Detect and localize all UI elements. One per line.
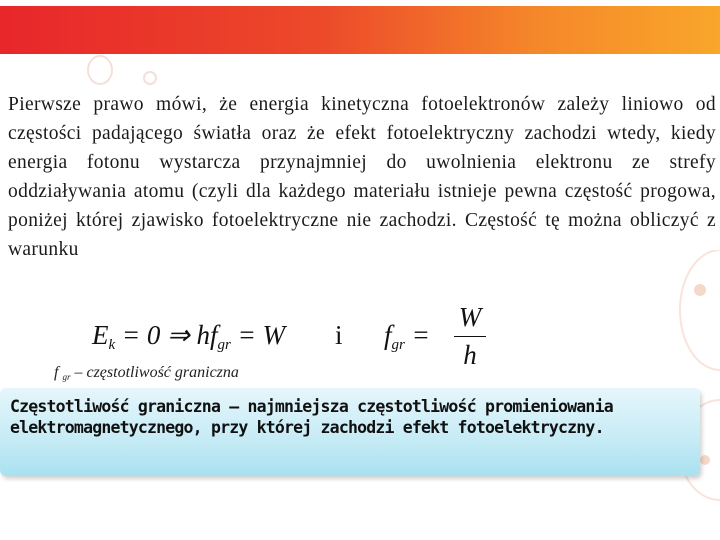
definition-text: Częstotliwość graniczna – najmniejsza częstotliwość promieniowania elektromagnetycznego, przy której zachodzi efekt fotoelektryczny. [10, 397, 613, 437]
energy-symbol: E [92, 320, 109, 350]
threshold-equation [92, 320, 285, 354]
variable-subscript: gr [62, 372, 71, 382]
body-paragraph: Pierwsze prawo mówi, że energia kinetyczna fotoelektronów zależy liniowo od częstości padającego światła oraz że efekt fotoelektryczny zachodzi wtedy, kiedy energia fotonu wystarcza przynajmniej do uwolnienia elektronu ze strefy oddziaływania atomu (czyli dla każdego materiału istnieje pewna częstość progowa, poniżej której zjawisko fotoelektryczne nie zachodzi. Częstość tę można obliczyć z warunku [8, 94, 716, 260]
formula-block [92, 300, 512, 374]
equals-sign: = [404, 320, 430, 350]
equation-end: = W [230, 320, 286, 350]
frequency-symbol-subscript: gr [391, 337, 405, 353]
atom-decoration-icon [80, 48, 170, 88]
conjunction: i [335, 320, 343, 350]
frequency-subscript: gr [217, 337, 231, 353]
definition-box [0, 388, 700, 476]
energy-subscript: k [108, 337, 116, 353]
fraction-denominator: h [463, 340, 477, 370]
fraction-numerator: W [458, 302, 482, 332]
frequency-equation-left [384, 320, 430, 354]
variable-definition [54, 364, 239, 382]
variable-description: – częstotliwość graniczna [74, 364, 239, 381]
variable-symbol: f [54, 364, 59, 381]
equation-part: = 0 ⇒ hf [115, 320, 218, 350]
fraction-bar [454, 336, 486, 337]
frequency-symbol: f [384, 320, 392, 350]
top-banner [0, 6, 720, 54]
